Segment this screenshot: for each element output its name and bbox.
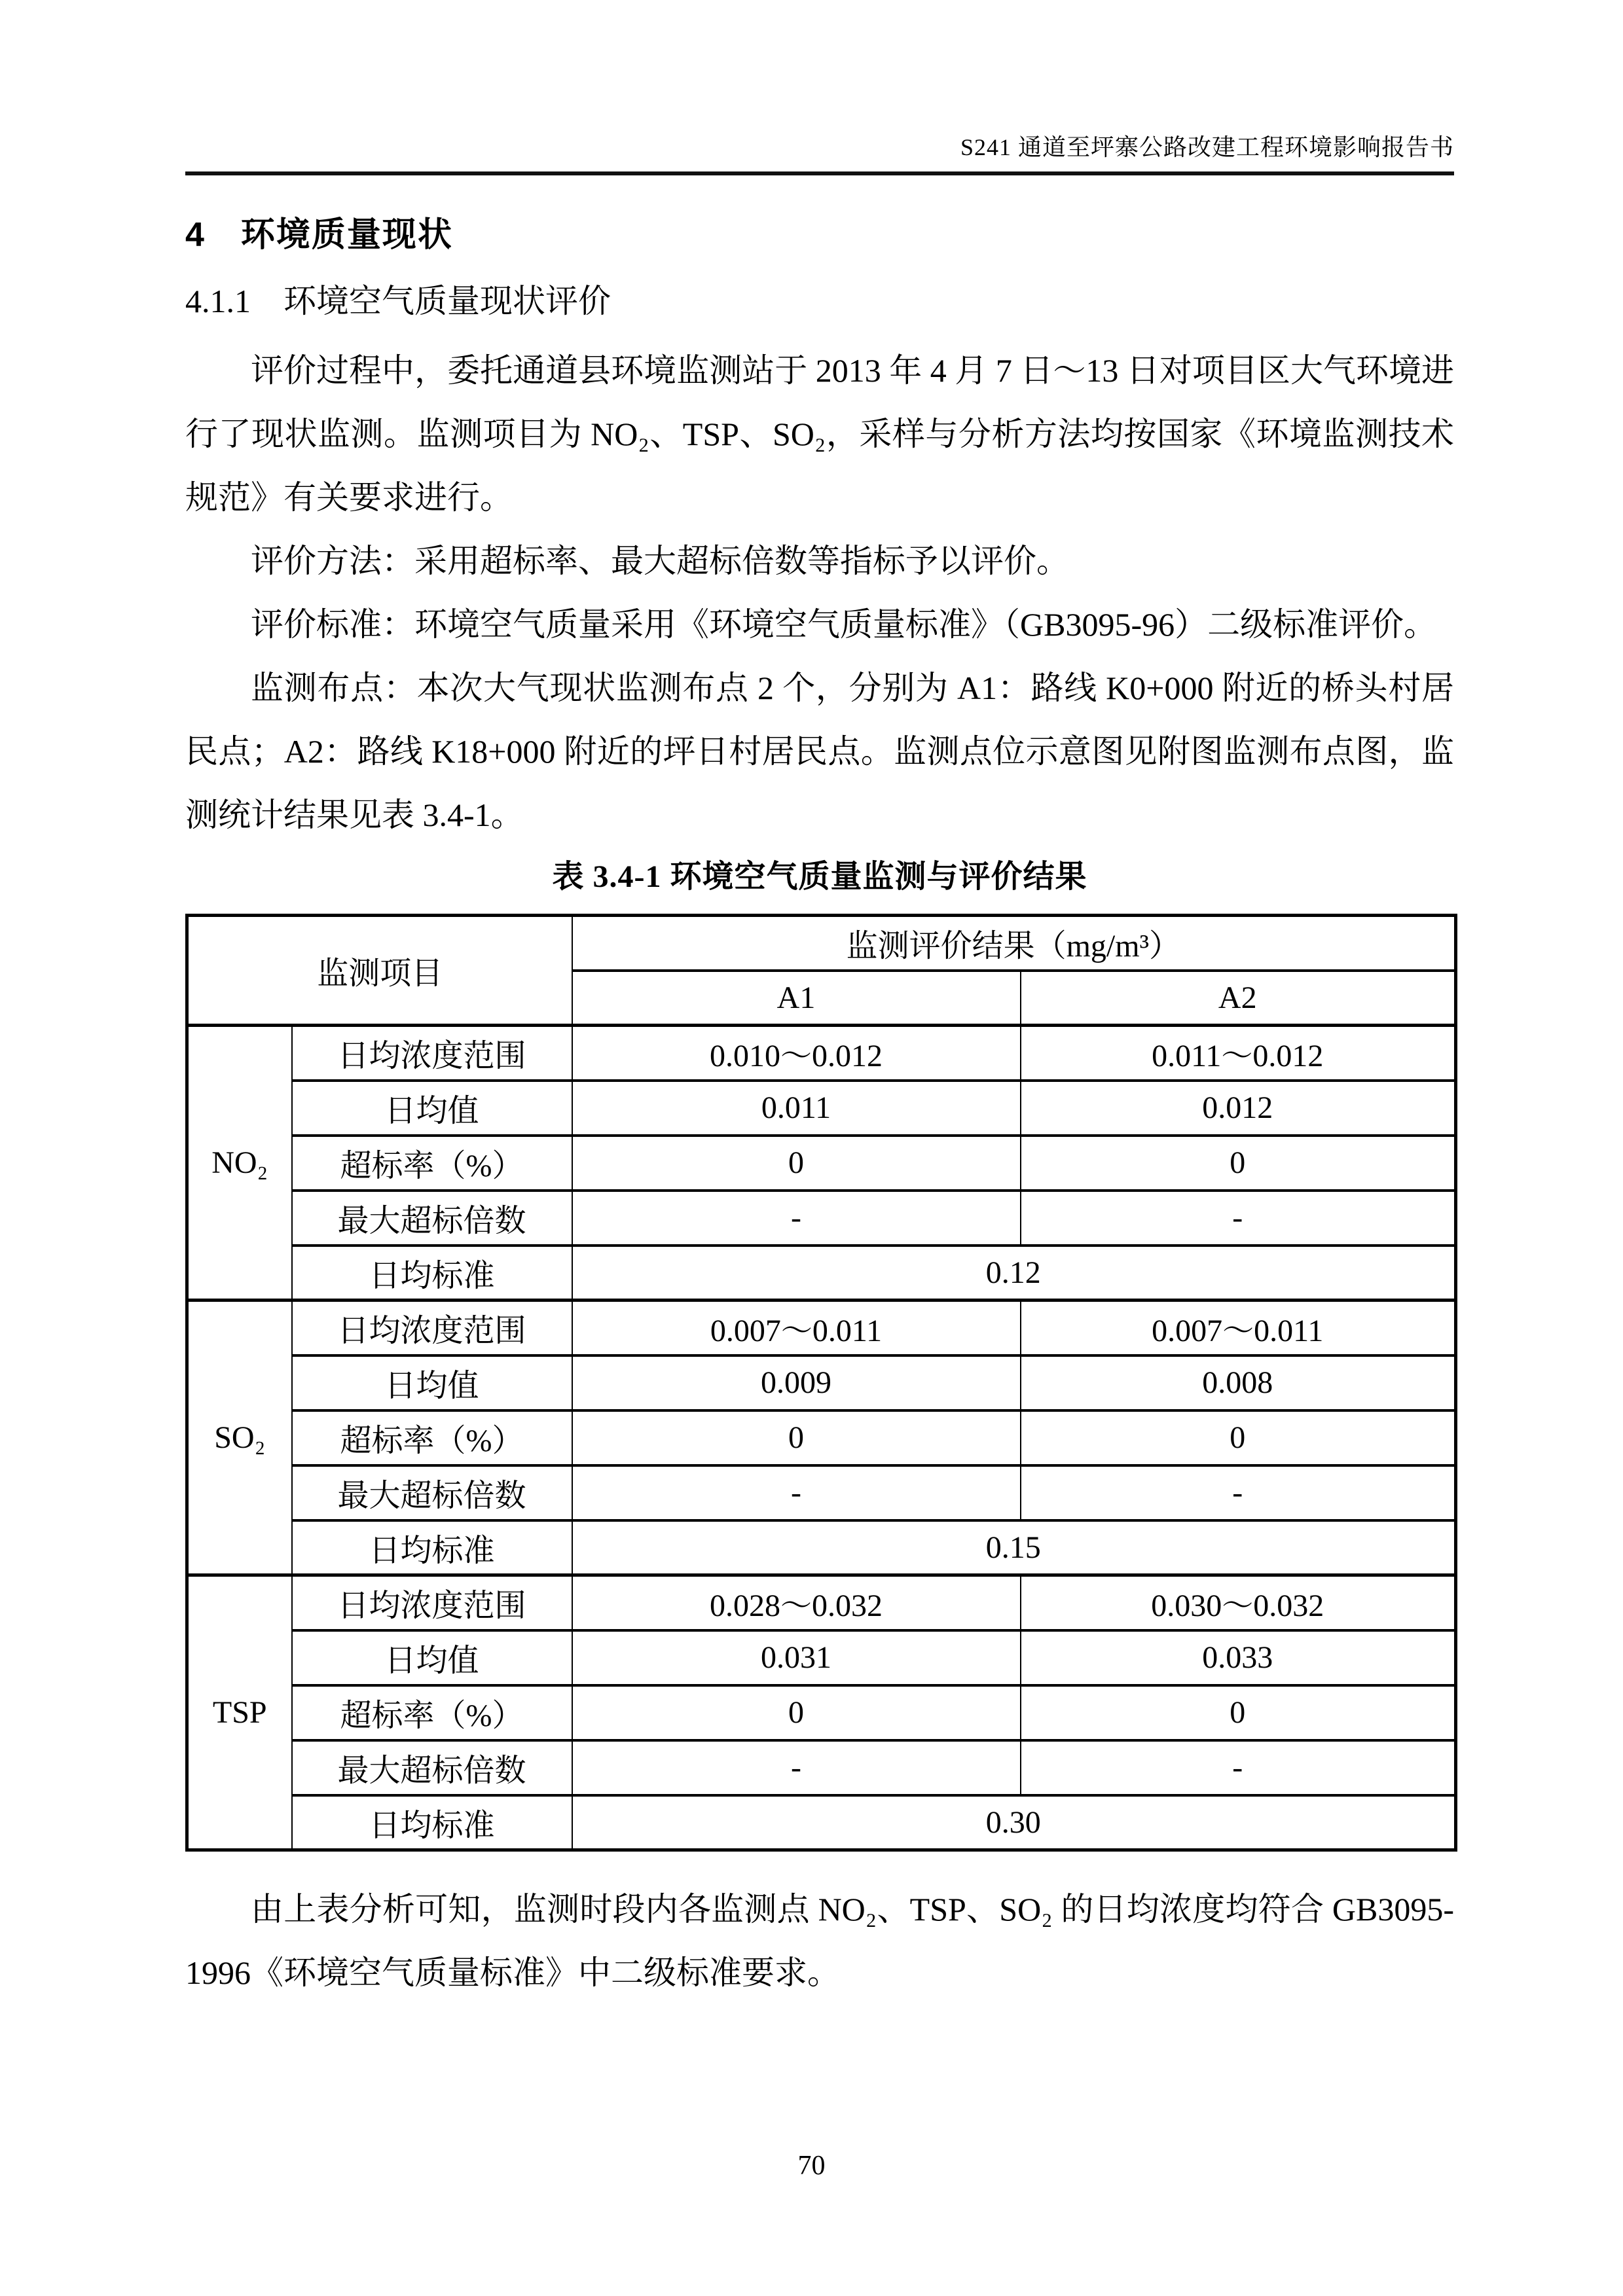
row-label-cell: 最大超标倍数 xyxy=(292,1465,572,1520)
value-cell: 0.030～0.032 xyxy=(1021,1575,1456,1630)
subsection-heading: 4.1.1 环境空气质量现状评价 xyxy=(185,283,611,319)
value-cell: 0.009 xyxy=(572,1355,1021,1410)
row-label-cell: 超标率（%） xyxy=(292,1410,572,1465)
section-heading: 4 环境质量现状 xyxy=(185,216,453,254)
header-rule xyxy=(185,171,1454,175)
table-row xyxy=(187,1410,1456,1465)
table-row xyxy=(187,1300,1456,1355)
table-header-row-1 xyxy=(187,916,1456,971)
value-cell: 0 xyxy=(572,1685,1021,1740)
value-cell: 0 xyxy=(1021,1410,1456,1465)
value-cell: 0 xyxy=(1021,1136,1456,1191)
row-label-cell: 日均浓度范围 xyxy=(292,1575,572,1630)
row-label-cell: 日均浓度范围 xyxy=(292,1026,572,1081)
pollutant-cell-tsp: TSP xyxy=(187,1575,292,1850)
value-cell-merged: 0.12 xyxy=(572,1246,1456,1300)
value-cell: 0.031 xyxy=(572,1630,1021,1685)
value-cell: 0.011～0.012 xyxy=(1021,1026,1456,1081)
row-label-cell: 超标率（%） xyxy=(292,1685,572,1740)
row-label-cell: 日均值 xyxy=(292,1081,572,1136)
table-row xyxy=(187,1355,1456,1410)
paragraph-eval-method: 评价方法：采用超标率、最大超标倍数等指标予以评价。 xyxy=(251,543,1069,579)
paragraph-conclusion: 由上表分析可知，监测时段内各监测点 NO₂、TSP、SO₂ 的日均浓度均符合 GB3095-1996《环境空气质量标准》中二级标准要求。 xyxy=(185,1891,1454,1991)
pollutant-cell-so2: SO₂ xyxy=(187,1300,292,1575)
value-cell: 0 xyxy=(1021,1685,1456,1740)
paragraph-eval-standard: 评价标准：环境空气质量采用《环境空气质量标准》（GB3095-96）二级标准评价。 xyxy=(251,606,1437,643)
pollutant-cell-no2: NO₂ xyxy=(187,1026,292,1300)
row-label-cell: 日均值 xyxy=(292,1355,572,1410)
header-cell-a1: A1 xyxy=(572,971,1021,1026)
row-label-cell: 日均值 xyxy=(292,1630,572,1685)
table-row xyxy=(187,1685,1456,1740)
row-label-cell: 超标率（%） xyxy=(292,1136,572,1191)
value-cell: 0.007～0.011 xyxy=(572,1300,1021,1355)
table-row xyxy=(187,1191,1456,1246)
header-cell-item: 监测项目 xyxy=(187,916,572,1026)
value-cell: 0.012 xyxy=(1021,1081,1456,1136)
row-label-cell: 最大超标倍数 xyxy=(292,1740,572,1795)
table-row xyxy=(187,1465,1456,1520)
page-number: 70 xyxy=(797,2151,826,2181)
value-cell-merged: 0.15 xyxy=(572,1520,1456,1575)
row-label-cell: 日均标准 xyxy=(292,1520,572,1575)
value-cell: 0.010～0.012 xyxy=(572,1026,1021,1081)
table-row xyxy=(187,1081,1456,1136)
value-cell: 0.007～0.011 xyxy=(1021,1300,1456,1355)
value-cell: 0.011 xyxy=(572,1081,1021,1136)
table-row xyxy=(187,1026,1456,1081)
value-cell: 0 xyxy=(572,1410,1021,1465)
header-cell-result: 监测评价结果（mg/m³） xyxy=(572,916,1456,971)
table-row xyxy=(187,1520,1456,1575)
value-cell: - xyxy=(572,1191,1021,1246)
air-quality-table xyxy=(185,914,1457,1852)
table-row xyxy=(187,1246,1456,1300)
header-cell-a2: A2 xyxy=(1021,971,1456,1026)
value-cell: - xyxy=(1021,1740,1456,1795)
table-row xyxy=(187,1136,1456,1191)
value-cell: - xyxy=(1021,1191,1456,1246)
row-label-cell: 日均标准 xyxy=(292,1246,572,1300)
row-label-cell: 最大超标倍数 xyxy=(292,1191,572,1246)
value-cell: - xyxy=(572,1740,1021,1795)
table-row xyxy=(187,1575,1456,1630)
table-row xyxy=(187,1795,1456,1850)
running-header: S241 通道至坪寨公路改建工程环境影响报告书 xyxy=(960,134,1454,160)
value-cell: - xyxy=(1021,1465,1456,1520)
value-cell: - xyxy=(572,1465,1021,1520)
paragraph-monitoring-intro: 评价过程中，委托通道县环境监测站于 2013 年 4 月 7 日～13 日对项目区大气环境进行了现状监测。监测项目为 NO₂、TSP、SO₂，采样与分析方法均按国家《环境监测技术规范》有关要求进行。 xyxy=(185,352,1454,516)
table-title: 表 3.4-1 环境空气质量监测与评价结果 xyxy=(552,859,1087,894)
value-cell: 0.028～0.032 xyxy=(572,1575,1021,1630)
row-label-cell: 日均浓度范围 xyxy=(292,1300,572,1355)
page-content xyxy=(185,131,1454,2005)
row-label-cell: 日均标准 xyxy=(292,1795,572,1850)
paragraph-monitoring-points: 监测布点：本次大气现状监测布点 2 个，分别为 A1：路线 K0+000 附近的桥头村居民点；A2：路线 K18+000 附近的坪日村居民点。监测点位示意图见附图监测布点图，监测统计结果见表 3.4-1。 xyxy=(185,670,1454,833)
table-row xyxy=(187,1740,1456,1795)
value-cell-merged: 0.30 xyxy=(572,1795,1456,1850)
value-cell: 0.033 xyxy=(1021,1630,1456,1685)
value-cell: 0 xyxy=(572,1136,1021,1191)
table-row xyxy=(187,1630,1456,1685)
value-cell: 0.008 xyxy=(1021,1355,1456,1410)
